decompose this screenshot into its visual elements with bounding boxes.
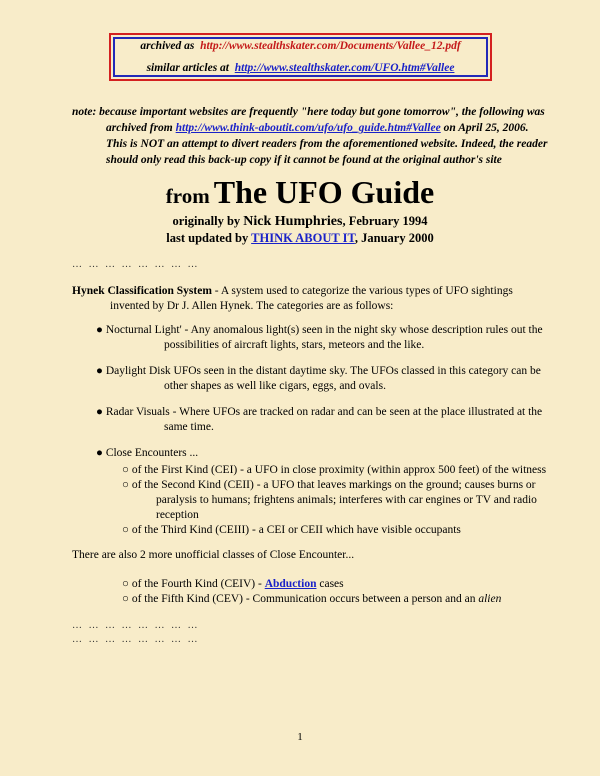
bullet-line-1: ● Close Encounters ... [96,447,199,459]
archive-notice-box [109,33,492,81]
byline-prefix: originally by [172,214,244,228]
separator-dots: … … … … … … … … [72,620,200,631]
byline-date: , February 1994 [342,214,428,228]
note-archived-from: archived from [106,122,176,134]
hynek-line-2: invented by Dr J. Allen Hynek. The categories are as follows: [110,300,394,312]
updated-line [0,231,600,246]
archive-url: http://www.stealthskater.com/Documents/Vallee_12.pdf [200,40,461,52]
similar-articles-line [111,62,490,74]
note-line-1: note: because important websites are frequently "here today but gone tomorrow", the following was [72,106,545,118]
updated-prefix: last updated by [166,231,252,245]
bullet-line-1: ● Daylight Disk UFOs seen in the distant daytime sky. The UFOs classed in this category can be [96,365,541,377]
list-item [96,446,564,461]
sub-item-line-1: ○ of the Third Kind (CEIII) - a CEI or CEII which have visible occupants [122,524,461,536]
title-from: from [165,184,210,208]
separator-dots: … … … … … … … … [72,259,200,270]
bullet-line-1: ● Nocturnal Light' - Any anomalous light(s) seen in the night sky whose description rules out the [96,324,543,336]
title-main: The UFO Guide [213,174,435,210]
list-item [96,364,564,394]
page-number: 1 [297,731,303,743]
bullet-line-2: possibilities of aircraft lights, stars, meteors and the like. [164,339,425,351]
archive-line [111,40,490,52]
note-line-2 [72,120,564,136]
list-item [122,463,564,478]
sub-item-line-3: reception [156,509,199,521]
fourth-kind-prefix: ○ of the Fourth Kind (CEIV) - [122,578,265,590]
alien-emphasis: alien [478,593,502,605]
list-item [122,478,564,523]
bullet-line-2: same time. [164,421,214,433]
updated-date: , January 2000 [354,231,434,245]
think-about-it-link[interactable]: THINK ABOUT IT [251,231,355,245]
author-name: Nick Humphries [243,214,343,229]
hynek-line-1: - A system used to categorize the various types of UFO sightings [211,285,513,297]
sub-item-line-1: ○ of the First Kind (CEI) - a UFO in close proximity (within approx 500 feet) of the witness [122,464,547,476]
separator-dots: … … … … … … … … [72,634,200,645]
list-item [122,523,564,538]
sub-item-line-2: paralysis to humans; frightens animals; interferes with car engines or TV and radio [156,494,537,506]
hynek-term: Hynek Classification System [72,285,212,297]
list-item [96,323,564,353]
archive-note [72,104,564,168]
fifth-kind-text: ○ of the Fifth Kind (CEV) - Communication occurs between a person and an [122,593,479,605]
similar-articles-link[interactable]: http://www.stealthskater.com/UFO.htm#Vallee [234,62,455,74]
abduction-link[interactable]: Abduction [264,578,317,590]
page-title [0,174,600,211]
note-date: on April 25, 2006. [440,122,529,134]
list-item [96,405,564,435]
sub-item-line-1: ○ of the Second Kind (CEII) - a UFO that leaves markings on the ground; causes burns or [122,479,536,491]
hynek-paragraph [72,284,564,314]
bullet-line-1: ● Radar Visuals - Where UFOs are tracked on radar and can be seen at the place illustrated at the [96,406,543,418]
byline [0,214,600,230]
source-link[interactable]: http://www.think-aboutit.com/ufo/ufo_guide.htm#Vallee [175,122,441,134]
archive-prefix: archived as [140,40,195,52]
list-item [122,592,564,607]
list-item [122,577,564,592]
bullet-line-2: other shapes as well like cigars, eggs, and ovals. [164,380,386,392]
note-line-3: This is NOT an attempt to divert readers from the aforementioned website. Indeed, the reader [106,138,548,150]
note-line-4: should only read this back-up copy if it cannot be found at the original author's site [106,154,502,166]
unofficial-classes-text: There are also 2 more unofficial classes of Close Encounter... [72,549,355,561]
fourth-kind-suffix: cases [316,578,344,590]
similar-prefix: similar articles at [146,62,229,74]
